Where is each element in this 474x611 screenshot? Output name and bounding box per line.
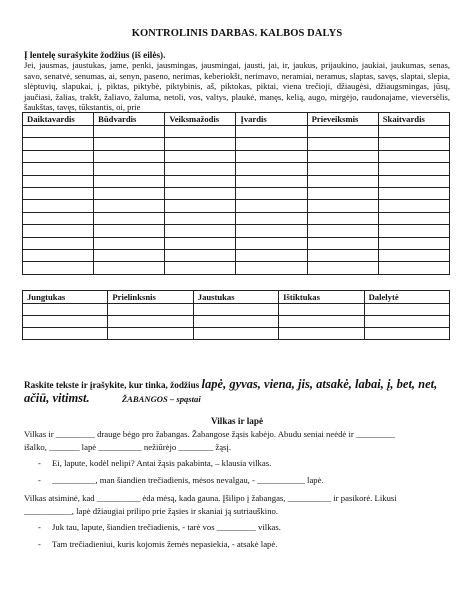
table-row [23, 249, 450, 261]
column-header: Dalelytė [364, 291, 449, 304]
answer-cell[interactable] [378, 249, 449, 261]
answer-cell[interactable] [307, 262, 378, 274]
answer-cell[interactable] [378, 138, 449, 150]
answer-cell[interactable] [23, 200, 94, 212]
answer-cell[interactable] [23, 225, 94, 237]
column-header: Veiksmažodis [165, 113, 236, 126]
story-line: Vilkas ir _________ drauge bėgo pro žabangas. Žabangose žąsis kabėjo. Abudu seniai neėdė ir _________ [24, 429, 396, 439]
answer-cell[interactable] [236, 138, 307, 150]
answer-cell[interactable] [94, 225, 165, 237]
column-header: Skaitvardis [378, 113, 449, 126]
answer-cell[interactable] [236, 175, 307, 187]
answer-cell[interactable] [165, 225, 236, 237]
story-line: ___________, lapė džiaugiai prilipo prie žąsies ir skaniai ją sutriauškino. [24, 506, 279, 516]
answer-cell[interactable] [236, 212, 307, 224]
answer-cell[interactable] [94, 249, 165, 261]
answer-cell[interactable] [307, 138, 378, 150]
answer-cell[interactable] [236, 126, 307, 138]
answer-cell[interactable] [23, 212, 94, 224]
table-row [23, 175, 450, 187]
answer-cell[interactable] [307, 249, 378, 261]
answer-cell[interactable] [94, 212, 165, 224]
answer-cell[interactable] [307, 237, 378, 249]
column-header: Jaustukas [193, 291, 278, 304]
answer-cell[interactable] [378, 187, 449, 199]
answer-cell[interactable] [279, 316, 364, 328]
answer-cell[interactable] [236, 237, 307, 249]
answer-cell[interactable] [94, 262, 165, 274]
answer-cell[interactable] [307, 200, 378, 212]
answer-cell[interactable] [364, 304, 449, 316]
answer-cell[interactable] [165, 163, 236, 175]
task2-lead: Raskite tekste ir įrašykite, kur tinka, žodžius [24, 380, 200, 390]
answer-cell[interactable] [378, 237, 449, 249]
parts-of-speech-table-1 [22, 112, 450, 275]
answer-cell[interactable] [94, 200, 165, 212]
page-title: KONTROLINIS DARBAS. KALBOS DALYS [131, 28, 343, 39]
answer-cell[interactable] [23, 304, 108, 316]
answer-cell[interactable] [236, 225, 307, 237]
answer-cell[interactable] [23, 126, 94, 138]
answer-cell[interactable] [307, 212, 378, 224]
answer-cell[interactable] [94, 237, 165, 249]
answer-cell[interactable] [165, 212, 236, 224]
column-header: Ištiktukas [279, 291, 364, 304]
dialogue-line: - Tam trečiadieniui, kuris kojomis žemės nepasiekia, - atsakė lapė. [38, 539, 278, 549]
table-row [23, 225, 450, 237]
answer-cell[interactable] [165, 138, 236, 150]
answer-cell[interactable] [378, 163, 449, 175]
answer-cell[interactable] [23, 138, 94, 150]
answer-cell[interactable] [378, 175, 449, 187]
story-line: Vilkas atsiminė, kad __________ ėda mėsą, kada gauna. Įšilipo į žabangas, __________ ir pasikorė. Likusi [24, 493, 397, 503]
answer-cell[interactable] [23, 316, 108, 328]
answer-cell[interactable] [94, 163, 165, 175]
answer-cell[interactable] [165, 187, 236, 199]
table-row [23, 200, 450, 212]
column-header: Jungtukas [23, 291, 108, 304]
answer-cell[interactable] [193, 316, 278, 328]
task2-instruction [24, 378, 454, 406]
answer-cell[interactable] [23, 175, 94, 187]
task2-words: lapė, gyvas, viena, jis, atsakė, labai, į, bet, net, ačiū, vitimst. [24, 377, 438, 405]
answer-cell[interactable] [236, 163, 307, 175]
column-header: Daiktavardis [23, 113, 94, 126]
answer-cell[interactable] [279, 304, 364, 316]
table-row [23, 163, 450, 175]
answer-cell[interactable] [23, 150, 94, 162]
answer-cell[interactable] [23, 328, 108, 340]
answer-cell[interactable] [378, 262, 449, 274]
answer-cell[interactable] [108, 316, 193, 328]
answer-cell[interactable] [307, 150, 378, 162]
answer-cell[interactable] [279, 328, 364, 340]
answer-cell[interactable] [307, 175, 378, 187]
table-row [23, 328, 450, 340]
table-row [23, 138, 450, 150]
table-row [23, 126, 450, 138]
dialogue-line: - Juk tau, lapute, šiandien trečiadienis, - tarė vos _________ vilkas. [38, 522, 281, 532]
answer-cell[interactable] [94, 187, 165, 199]
answer-cell[interactable] [23, 249, 94, 261]
answer-cell[interactable] [193, 328, 278, 340]
answer-cell[interactable] [236, 187, 307, 199]
table-row [23, 212, 450, 224]
dialogue-line: - Ei, lapute, kodėl nelipi? Antai žąsis pakabinta, – klausia vilkas. [38, 458, 272, 468]
answer-cell[interactable] [165, 150, 236, 162]
column-header: Prieveiksmis [307, 113, 378, 126]
answer-cell[interactable] [165, 249, 236, 261]
instruction: Į lentelę surašykite žodžius (iš eilės). [24, 50, 166, 60]
answer-cell[interactable] [364, 328, 449, 340]
answer-cell[interactable] [23, 237, 94, 249]
answer-cell[interactable] [236, 249, 307, 261]
answer-cell[interactable] [23, 262, 94, 274]
answer-cell[interactable] [307, 225, 378, 237]
column-header: Prielinksnis [108, 291, 193, 304]
answer-cell[interactable] [307, 163, 378, 175]
answer-cell[interactable] [378, 225, 449, 237]
story-line: išalko, _______ lapė __________ nežiūrėjo ________ žąsį. [24, 442, 232, 452]
answer-cell[interactable] [307, 187, 378, 199]
answer-cell[interactable] [23, 163, 94, 175]
answer-cell[interactable] [165, 126, 236, 138]
answer-cell[interactable] [378, 126, 449, 138]
answer-cell[interactable] [165, 200, 236, 212]
dialogue-line: - __________, man šiandien trečiadienis, mėsos nevalgau, - ___________ lapė. [38, 475, 324, 485]
answer-cell[interactable] [23, 187, 94, 199]
answer-cell[interactable] [165, 175, 236, 187]
answer-cell[interactable] [108, 304, 193, 316]
table-header-row [23, 113, 450, 126]
table-row [23, 237, 450, 249]
answer-cell[interactable] [378, 212, 449, 224]
table-row [23, 316, 450, 328]
answer-cell[interactable] [307, 126, 378, 138]
answer-cell[interactable] [94, 150, 165, 162]
table-row [23, 150, 450, 162]
table-row [23, 304, 450, 316]
answer-cell[interactable] [236, 150, 307, 162]
answer-cell[interactable] [94, 138, 165, 150]
task2-note: ŽABANGOS – spąstai [121, 394, 201, 404]
word-list: Jei, jausmas, jaustukas, jame, penki, jausmingas, jausmingai, jausti, jai, ir, jaukus, prijaukino, jaukiai, jaukumas, senas, savo, senatvė, senumas, ai, senyn, paseno, nerimas, keberiokšt, nerimavo, neramiai, neramus, slaptas, savęs, slaptai, slepia, slėptuvių, slapukai, į, piktas, piktybė, piktybinis, aš, piktokas, piktai, viena trečioji, džiaugėsi, džiaugsmingas, jūsų, jaučiasi, žalias, trakšt, žaliavo, žaluma, netoli, vos, valtys, plaukė, manęs, kelią, augo, mirgėjo, raudonajame, vieversėlis, šaukštas, tavęs, tūkstantis, oi, prie [24, 60, 450, 113]
answer-cell[interactable] [378, 200, 449, 212]
answer-cell[interactable] [236, 200, 307, 212]
answer-cell[interactable] [364, 316, 449, 328]
answer-cell[interactable] [94, 126, 165, 138]
answer-cell[interactable] [94, 175, 165, 187]
table-header-row [23, 291, 450, 304]
column-header: Būdvardis [94, 113, 165, 126]
answer-cell[interactable] [236, 262, 307, 274]
answer-cell[interactable] [378, 150, 449, 162]
column-header: Įvardis [236, 113, 307, 126]
answer-cell[interactable] [108, 328, 193, 340]
table-row [23, 187, 450, 199]
answer-cell[interactable] [165, 237, 236, 249]
story-title: Vilkas ir lapė [210, 416, 264, 426]
answer-cell[interactable] [193, 304, 278, 316]
answer-cell[interactable] [165, 262, 236, 274]
table-row [23, 262, 450, 274]
parts-of-speech-table-2 [22, 290, 450, 340]
